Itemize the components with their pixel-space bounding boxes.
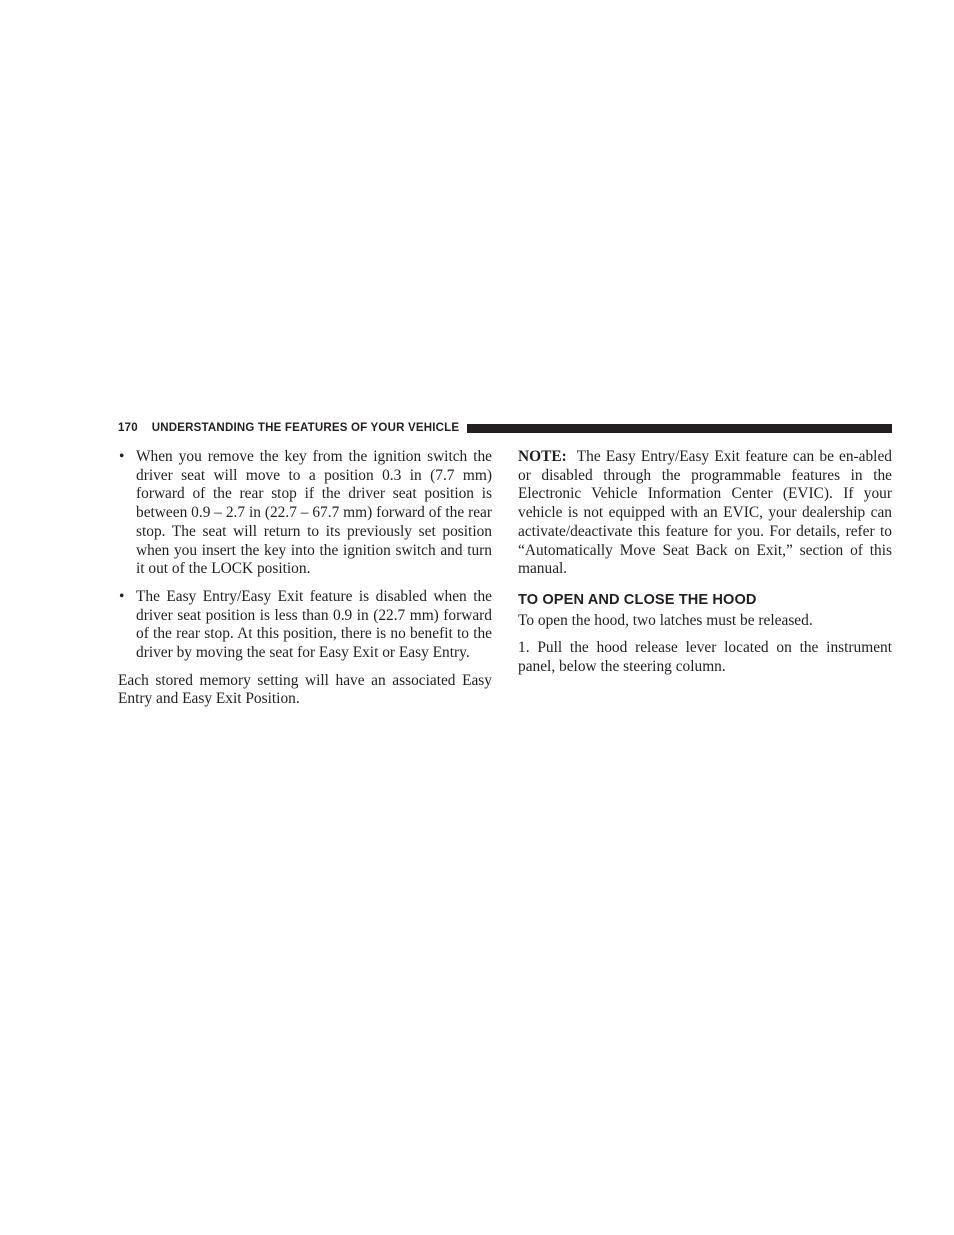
section-heading: TO OPEN AND CLOSE THE HOOD [518, 591, 757, 608]
left-column [118, 448, 492, 718]
note-label: NOTE: [518, 448, 567, 465]
header-rule [467, 424, 892, 433]
bullet-mark: • [119, 448, 125, 465]
note-paragraph [518, 448, 892, 579]
step-1-paragraph: 1. Pull the hood release lever located on the instrument panel, below the steering column. [518, 639, 892, 676]
bullet-text: The Easy Entry/Easy Exit feature is disabled when the driver seat position is less than 0.9 in (22.7 mm) forward of the rear stop. At this position, there is no benefit to the driver by moving the seat for Easy Exit or Easy Entry. [136, 587, 492, 662]
bullet-mark: • [119, 587, 125, 605]
page-header [118, 420, 892, 436]
page-number: 170 [118, 422, 138, 434]
closing-paragraph: Each stored memory setting will have an associated Easy Entry and Easy Exit Position. [118, 671, 492, 708]
note-text: The Easy Entry/Easy Exit feature can be en-abled or disabled through the programmable features in the Electronic Vehicle Information Center (EVIC). If your vehicle is not equipped with an EVIC, your dealership can activate/deactivate this feature for you. For details, refer to “Automatically Move Seat Back on Exit,” section of this manual. [518, 448, 892, 578]
section-title: UNDERSTANDING THE FEATURES OF YOUR VEHICLE [151, 422, 460, 434]
intro-paragraph: To open the hood, two latches must be released. [518, 611, 813, 629]
right-column [518, 448, 892, 686]
bullet-text: When you remove the key from the ignition switch the driver seat will move to a position 0.3 in (7.7 mm) forward of the rear stop if the driver seat position is between 0.9 – 2.7 in (22.7 – 67.7 mm) forward of the rear stop. The seat will return to its previously set position when you insert the key into the ignition switch and turn it out of the LOCK position. [136, 448, 492, 578]
bullet-item [118, 448, 492, 579]
bullet-item [118, 588, 492, 663]
